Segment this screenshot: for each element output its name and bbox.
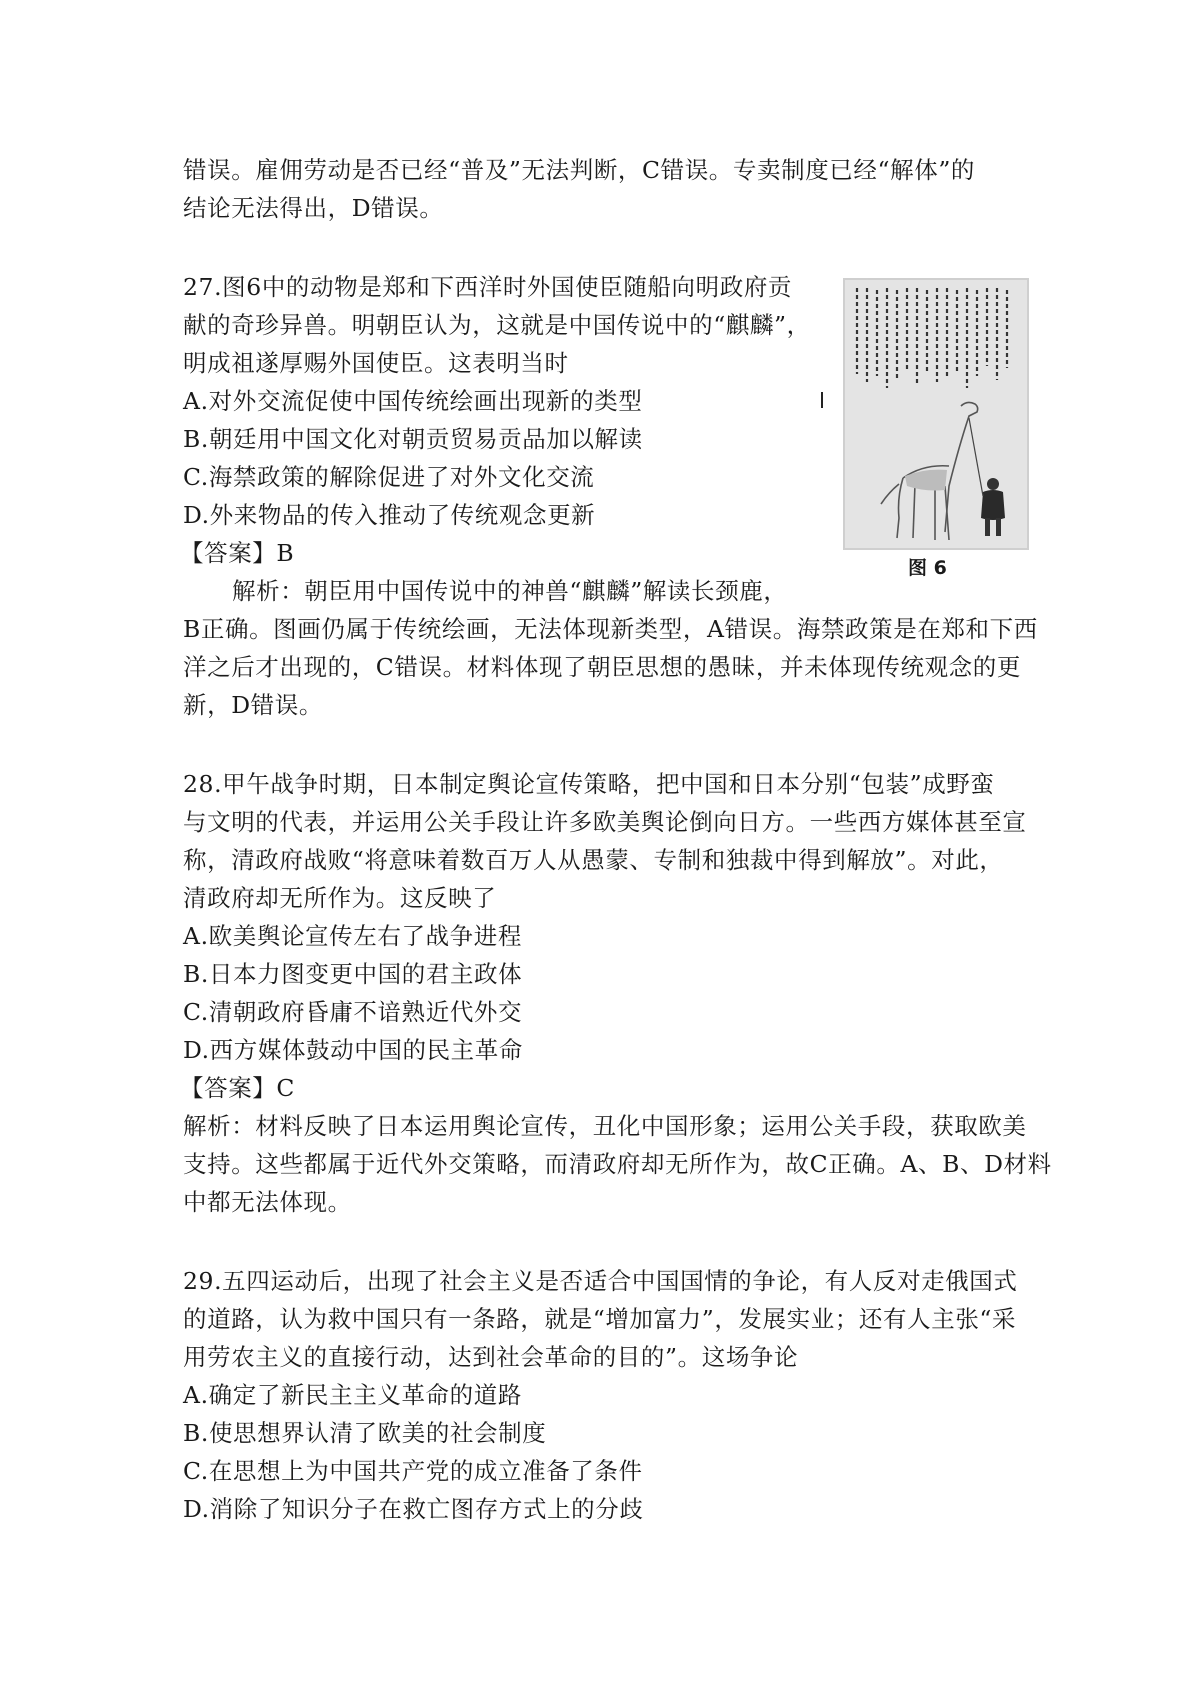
q28-stem-line-3: 称，清政府战败“将意味着数百万人从愚蒙、专制和独裁中得到解放”。对此，	[183, 846, 1004, 874]
q27-answer: 【答案】B	[180, 539, 295, 567]
q28-explanation-line-3: 中都无法体现。	[183, 1188, 352, 1216]
prev-explanation-line-2: 结论无法得出，D错误。	[183, 194, 444, 222]
q28-stem-line-4: 清政府却无所作为。这反映了	[183, 884, 497, 912]
q28-option-d: D.西方媒体鼓动中国的民主革命	[183, 1036, 523, 1064]
q28-stem-line-1: 28.甲午战争时期，日本制定舆论宣传策略，把中国和日本分别“包装”成野蛮	[183, 770, 995, 798]
q27-stem-line-1: 27.图6中的动物是郑和下西洋时外国使臣随船向明政府贡	[183, 273, 793, 301]
q27-option-c: C.海禁政策的解除促进了对外文化交流	[183, 463, 595, 491]
figure-6-giraffe-painting	[843, 278, 1029, 550]
q27-option-d: D.外来物品的传入推动了传统观念更新	[183, 501, 596, 529]
q27-option-a: A.对外交流促使中国传统绘画出现新的类型	[183, 387, 643, 415]
margin-mark	[821, 392, 823, 408]
q27-stem-line-2: 献的奇珍异兽。明朝臣认为，这就是中国传说中的“麒麟”，	[183, 311, 811, 339]
q29-option-d: D.消除了知识分子在救亡图存方式上的分歧	[183, 1495, 644, 1523]
figure-6-caption: 图 6	[908, 557, 947, 579]
q29-option-b: B.使思想界认清了欧美的社会制度	[183, 1419, 547, 1447]
q28-explanation-line-2: 支持。这些都属于近代外交策略，而清政府却无所作为，故C正确。A、B、D材料	[183, 1150, 1052, 1178]
q28-option-c: C.清朝政府昏庸不谙熟近代外交	[183, 998, 523, 1026]
q29-option-c: C.在思想上为中国共产党的成立准备了条件	[183, 1457, 643, 1485]
q28-option-b: B.日本力图变更中国的君主政体	[183, 960, 523, 988]
q29-option-a: A.确定了新民主主义革命的道路	[183, 1381, 522, 1409]
q27-explanation-line-4: 新，D错误。	[183, 691, 323, 719]
q29-stem-line-1: 29.五四运动后，出现了社会主义是否适合中国国情的争论，有人反对走俄国式	[183, 1267, 1018, 1295]
q27-explanation-line-1: 解析：朝臣用中国传说中的神兽“麒麟”解读长颈鹿，	[232, 577, 788, 605]
q27-option-b: B.朝廷用中国文化对朝贡贸易贡品加以解读	[183, 425, 643, 453]
q28-answer: 【答案】C	[180, 1074, 295, 1102]
q29-stem-line-3: 用劳农主义的直接行动，达到社会革命的目的”。这场争论	[183, 1343, 799, 1371]
q27-explanation-line-3: 洋之后才出现的，C错误。材料体现了朝臣思想的愚昧，并未体现传统观念的更	[183, 653, 1021, 681]
q27-stem-line-3: 明成祖遂厚赐外国使臣。这表明当时	[183, 349, 569, 377]
q28-stem-line-2: 与文明的代表，并运用公关手段让许多欧美舆论倒向日方。一些西方媒体甚至宣	[183, 808, 1027, 836]
q29-stem-line-2: 的道路，认为救中国只有一条路，就是“增加富力”，发展实业；还有人主张“采	[183, 1305, 1017, 1333]
q27-explanation-line-2: B正确。图画仍属于传统绘画，无法体现新类型，A错误。海禁政策是在郑和下西	[183, 615, 1038, 643]
q28-option-a: A.欧美舆论宣传左右了战争进程	[183, 922, 522, 950]
prev-explanation-line-1: 错误。雇佣劳动是否已经“普及”无法判断，C错误。专卖制度已经“解体”的	[183, 156, 976, 184]
q28-explanation-line-1: 解析：材料反映了日本运用舆论宣传，丑化中国形象；运用公关手段，获取欧美	[183, 1112, 1027, 1140]
